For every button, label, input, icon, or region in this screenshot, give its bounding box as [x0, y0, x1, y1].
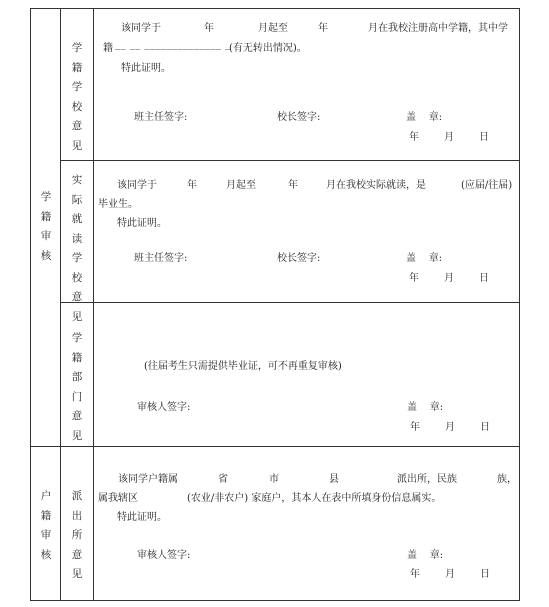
- text-year: 年: [288, 180, 298, 191]
- seal-field[interactable]: 盖 章:: [407, 402, 444, 413]
- text-month-to: 月起至: [226, 180, 256, 191]
- teacher-signature-field[interactable]: 班主任签字:: [134, 253, 188, 264]
- text-year: 年: [318, 23, 328, 34]
- text-ji: 籍: [103, 43, 113, 54]
- date-day: 日: [480, 569, 490, 580]
- date-day: 日: [479, 132, 489, 143]
- row-divider-3: [31, 446, 519, 447]
- review-form-table: [30, 8, 520, 601]
- reviewer-signature-field[interactable]: 审核人签字:: [137, 402, 191, 413]
- date-year: 年: [409, 132, 419, 143]
- section-label-police-station: 派出所意见: [71, 490, 83, 580]
- text-station-ethnicity: 派出所，民族: [397, 474, 457, 485]
- text-registration-statement: 月在我校注册高中学籍，其中学: [368, 23, 508, 34]
- text-county: 县: [329, 474, 339, 485]
- date-year: 年: [409, 273, 419, 284]
- text-student-from: 该同学于: [117, 180, 157, 191]
- text-city: 市: [269, 474, 279, 485]
- section-label-registering-school: 学籍学校意见: [71, 42, 83, 152]
- seal-field[interactable]: 盖 章:: [407, 550, 444, 561]
- text-month-to: 月起至: [258, 23, 288, 34]
- text-household-type: (农业/非农户) 家庭户，其本人在表中所填身份信息属实。: [187, 493, 442, 504]
- group-label-enrollment-review: 学籍审核: [40, 191, 52, 262]
- date-year: 年: [410, 422, 420, 433]
- text-student-from: 该同学于: [121, 23, 161, 34]
- date-month: 月: [445, 422, 455, 433]
- text-year: 年: [204, 23, 214, 34]
- text-household-of: 该同学户籍属: [118, 474, 178, 485]
- text-transfer-note: (有无转出情况)。: [229, 43, 307, 54]
- teacher-signature-field[interactable]: 班主任签字:: [134, 112, 188, 123]
- date-day: 日: [480, 422, 490, 433]
- group-label-household-review: 户籍审核: [40, 490, 52, 561]
- date-month: 月: [444, 273, 454, 284]
- seal-field[interactable]: 盖 章:: [406, 112, 443, 123]
- text-year: 年: [187, 180, 197, 191]
- text-attendance-statement: 月在我校实际就读，是: [326, 180, 426, 191]
- row-divider-2: [60, 302, 519, 303]
- text-graduate-type: (应届/往届): [461, 180, 513, 191]
- section-label-attending-school: 实际就读学校意见: [71, 174, 83, 323]
- text-province: 省: [218, 474, 228, 485]
- date-month: 月: [444, 132, 454, 143]
- date-month: 月: [445, 569, 455, 580]
- date-year: 年: [410, 569, 420, 580]
- fill-blank-transfer[interactable]: __ __ ______________ _: [115, 39, 231, 50]
- text-certify: 特此证明。: [121, 63, 171, 74]
- text-previous-graduate-note: (往届考生只需提供毕业证，可不再重复审核): [144, 361, 342, 372]
- column-divider-1: [60, 9, 61, 600]
- column-divider-2: [93, 9, 94, 600]
- principal-signature-field[interactable]: 校长签字:: [277, 253, 321, 264]
- section-label-registry-dept: 学籍部门意见: [71, 332, 83, 442]
- seal-field[interactable]: 盖 章:: [406, 253, 443, 264]
- principal-signature-field[interactable]: 校长签字:: [277, 112, 321, 123]
- text-certify: 特此证明。: [117, 218, 167, 229]
- text-certify: 特此证明。: [117, 512, 167, 523]
- text-ethnic-group: 族，: [497, 474, 517, 485]
- text-jurisdiction: 属我辖区: [98, 493, 138, 504]
- date-day: 日: [479, 273, 489, 284]
- reviewer-signature-field[interactable]: 审核人签字:: [137, 550, 191, 561]
- text-graduate: 毕业生。: [98, 199, 138, 210]
- row-divider-1: [60, 160, 519, 161]
